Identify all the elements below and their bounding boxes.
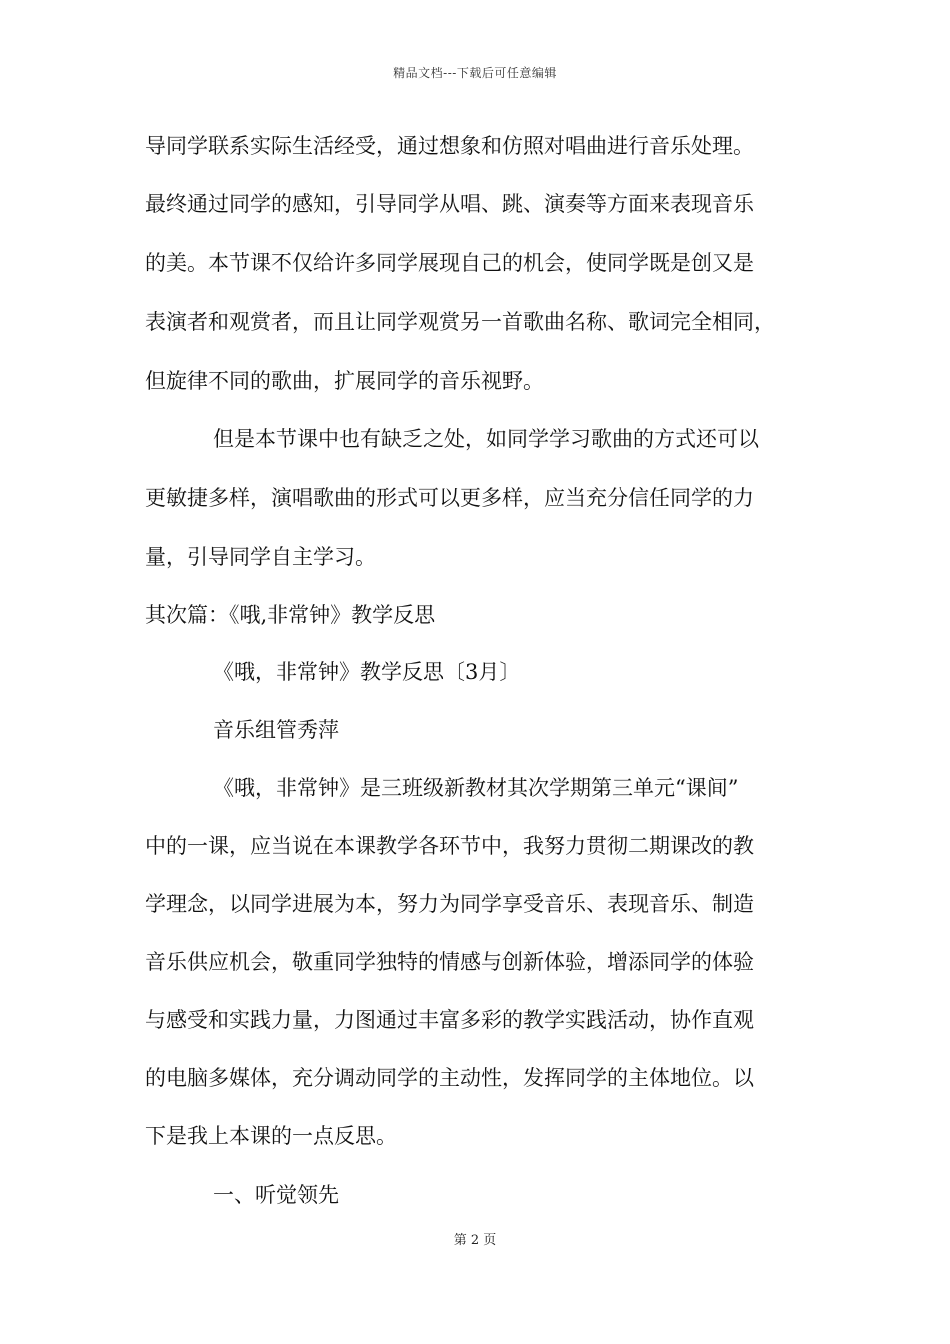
text-line: 中的一课，应当说在本课教学各环节中，我努力贯彻二期课改的教 (145, 834, 754, 858)
author-line: 音乐组管秀萍 (213, 718, 339, 742)
text-line: 导同学联系实际生活经受，通过想象和仿照对唱曲进行音乐处理。 (145, 134, 754, 158)
text-line: 但是本节课中也有缺乏之处，如同学学习歌曲的方式还可以 (213, 427, 759, 451)
document-body (145, 132, 813, 1210)
text-line: 量，引导同学自主学习。 (145, 545, 376, 569)
text-line: 下是我上本课的一点反思。 (145, 1124, 397, 1148)
subsection-heading: 一、听觉领先 (213, 1183, 339, 1207)
text-line: 音乐供应机会，敬重同学独特的情感与创新体验，增添同学的体验 (145, 950, 754, 974)
text-line: 《哦，非常钟》是三班级新教材其次学期第三单元“课间” (213, 776, 739, 800)
page-number: 第 2 页 (453, 1233, 497, 1248)
text-line: 更敏捷多样，演唱歌曲的形式可以更多样，应当充分信任同学的力 (145, 486, 754, 510)
page-header: 精品文档---下载后可任意编辑 (393, 66, 557, 80)
section-heading: 其次篇：《哦,非常钟》教学反思 (145, 603, 436, 627)
text-line: 表演者和观赏者，而且让同学观赏另一首歌曲名称、歌词完全相同， (145, 310, 775, 334)
text-line: 的电脑多媒体，充分调动同学的主动性，发挥同学的主体地位。以 (145, 1066, 754, 1090)
text-line: 但旋律不同的歌曲，扩展同学的音乐视野。 (145, 369, 544, 393)
article-title: 《哦，非常钟》教学反思〔3月〕 (213, 660, 521, 684)
text-line: 的美。本节课不仅给许多同学展现自己的机会，使同学既是创又是 (145, 251, 754, 275)
text-line: 学理念，以同学进展为本，努力为同学享受音乐、表现音乐、制造 (145, 892, 754, 916)
text-line: 最终通过同学的感知，引导同学从唱、跳、演奏等方面来表现音乐 (145, 192, 754, 216)
text-line: 与感受和实践力量，力图通过丰富多彩的教学实践活动，协作直观 (145, 1008, 754, 1032)
